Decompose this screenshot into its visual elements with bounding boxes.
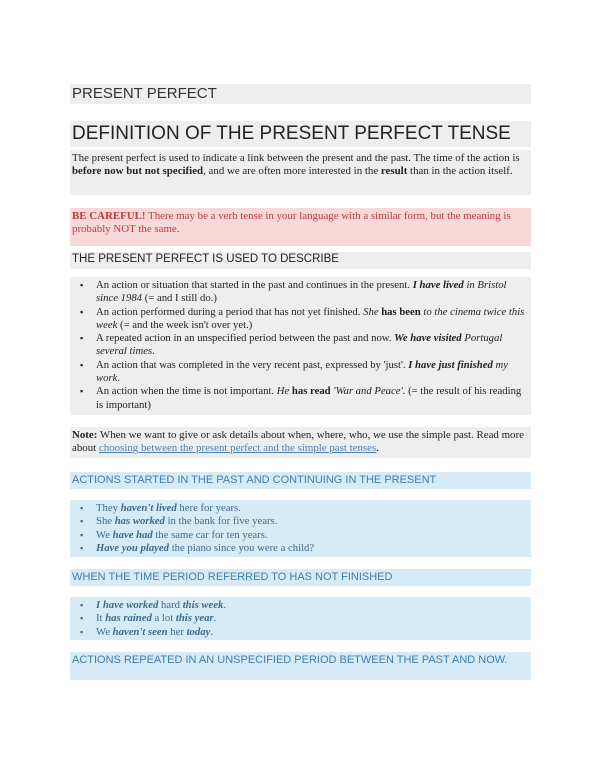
example-verb: haven't lived	[120, 502, 177, 514]
bullet-icon: ▪	[80, 613, 84, 624]
bullet-icon: ▪	[80, 386, 84, 397]
example-verb: haven't seen	[112, 625, 168, 638]
intro-paragraph	[70, 150, 531, 195]
note-end: .	[376, 442, 379, 455]
example-rest: in the bank for five years.	[164, 515, 278, 528]
section-heading-repeated: ACTIONS REPEATED IN AN UNSPECIFIED PERIOD BETWEEN THE PAST AND NOW.	[70, 652, 531, 680]
use-example-verb: We have visited	[394, 332, 462, 345]
example-time: this year	[175, 612, 214, 625]
example-time: today	[186, 625, 211, 638]
list-item	[72, 306, 529, 333]
example-subject: She	[96, 515, 115, 528]
example-verb: I have worked	[96, 599, 159, 611]
uses-list	[70, 277, 531, 415]
use-example-rest: my work	[96, 358, 508, 385]
bullet-icon: ▪	[80, 280, 84, 290]
bullet-icon: ▪	[80, 306, 84, 317]
use-explanation: (= and the week isn't over yet.)	[117, 318, 253, 331]
list-item	[72, 626, 529, 639]
use-example-verb: has been	[381, 305, 421, 318]
list-item	[72, 332, 529, 359]
use-explanation: (= the result of his reading is important)	[96, 385, 522, 411]
list-item	[72, 599, 529, 612]
example-rest: hard	[158, 599, 183, 611]
list-item	[72, 385, 529, 412]
bullet-icon: ▪	[80, 333, 84, 344]
example-end: .	[213, 612, 217, 625]
use-example-verb: I have just finished	[408, 358, 493, 371]
use-example-rest: to the cinema twice this week	[96, 305, 525, 331]
bullet-icon: ▪	[80, 529, 84, 540]
bullet-icon: ▪	[80, 503, 84, 513]
not-finished-examples-list	[70, 597, 531, 640]
page-title: PRESENT PERFECT	[70, 84, 531, 104]
list-item	[72, 612, 529, 625]
example-time: this week	[182, 599, 224, 611]
list-item	[72, 502, 529, 515]
section-heading-continuing: ACTIONS STARTED IN THE PAST AND CONTINUING IN THE PRESENT	[70, 472, 531, 489]
intro-emphasis-time: before now but not specified	[72, 165, 204, 178]
example-rest: the piano since you were a child?	[169, 541, 315, 554]
use-text: An action or situation that started in the past and continues in the present.	[96, 279, 413, 291]
use-example-rest: in Bristol since 1984	[96, 279, 507, 305]
careful-label: BE CAREFUL!	[72, 210, 146, 222]
intro-emphasis-result: result	[380, 165, 408, 178]
section-heading-not-finished: WHEN THE TIME PERIOD REFERRED TO HAS NOT FINISHED	[70, 569, 531, 586]
use-text: A repeated action in an unspecified period between the past and now.	[96, 332, 395, 345]
intro-text: The present perfect is used to indicate a link between the present and the past. The time of the action is	[72, 152, 520, 164]
use-example-subject: He	[276, 385, 292, 398]
careful-text: There may be a verb tense in your language with a similar form, but the meaning is probably NOT the same.	[72, 210, 511, 236]
bullet-icon: ▪	[80, 600, 84, 610]
simple-past-link[interactable]: choosing between the present perfect and the simple past tenses	[98, 442, 377, 455]
use-text: An action performed during a period that has not yet finished.	[96, 305, 364, 318]
note-label: Note:	[72, 429, 98, 441]
example-subject: It	[96, 612, 106, 625]
be-careful-callout	[70, 208, 531, 246]
intro-text: , and we are often more interested in the	[203, 165, 381, 178]
example-subject: We	[96, 528, 113, 541]
example-rest: here for years.	[176, 502, 241, 514]
describe-heading: THE PRESENT PERFECT IS USED TO DESCRIBE	[70, 252, 531, 269]
list-item	[72, 542, 529, 555]
example-verb: has worked	[114, 515, 165, 528]
use-example-subject: She	[363, 305, 382, 318]
note-text: When we want to give or ask details about when, where, who, we use the simple past. Read more about	[72, 429, 524, 455]
use-explanation: .	[152, 345, 155, 358]
use-explanation: (= and I still do.)	[142, 292, 217, 305]
example-end: .	[223, 599, 227, 611]
list-item	[72, 359, 529, 386]
bullet-icon: ▪	[80, 626, 84, 637]
example-verb: has rained	[105, 612, 152, 625]
example-subject: We	[96, 625, 113, 638]
example-end: .	[210, 625, 213, 638]
list-item	[72, 279, 529, 306]
example-subject: They	[96, 502, 121, 514]
use-text: An action when the time is not important.	[96, 385, 277, 398]
use-explanation: .	[117, 372, 121, 385]
definition-heading: DEFINITION OF THE PRESENT PERFECT TENSE	[70, 121, 531, 147]
example-verb: have had	[112, 528, 153, 541]
bullet-icon: ▪	[80, 359, 84, 370]
bullet-icon: ▪	[80, 516, 84, 527]
bullet-icon: ▪	[80, 542, 84, 553]
use-example-rest: 'War and Peace'.	[330, 385, 406, 398]
use-example-verb: has read	[291, 385, 331, 398]
continuing-examples-list	[70, 500, 531, 557]
example-rest: a lot	[151, 612, 176, 625]
use-text: An action that was completed in the very recent past, expressed by 'just'.	[96, 358, 409, 371]
intro-text: than in the action itself.	[407, 165, 513, 178]
use-example-rest: Portugal several times	[96, 332, 503, 358]
example-verb: Have you played	[96, 541, 170, 554]
example-rest: her	[167, 625, 187, 638]
note-paragraph	[70, 427, 531, 458]
example-rest: the same car for ten years.	[152, 528, 268, 541]
list-item	[72, 529, 529, 542]
use-example-verb: I have lived	[412, 279, 464, 291]
list-item	[72, 515, 529, 528]
